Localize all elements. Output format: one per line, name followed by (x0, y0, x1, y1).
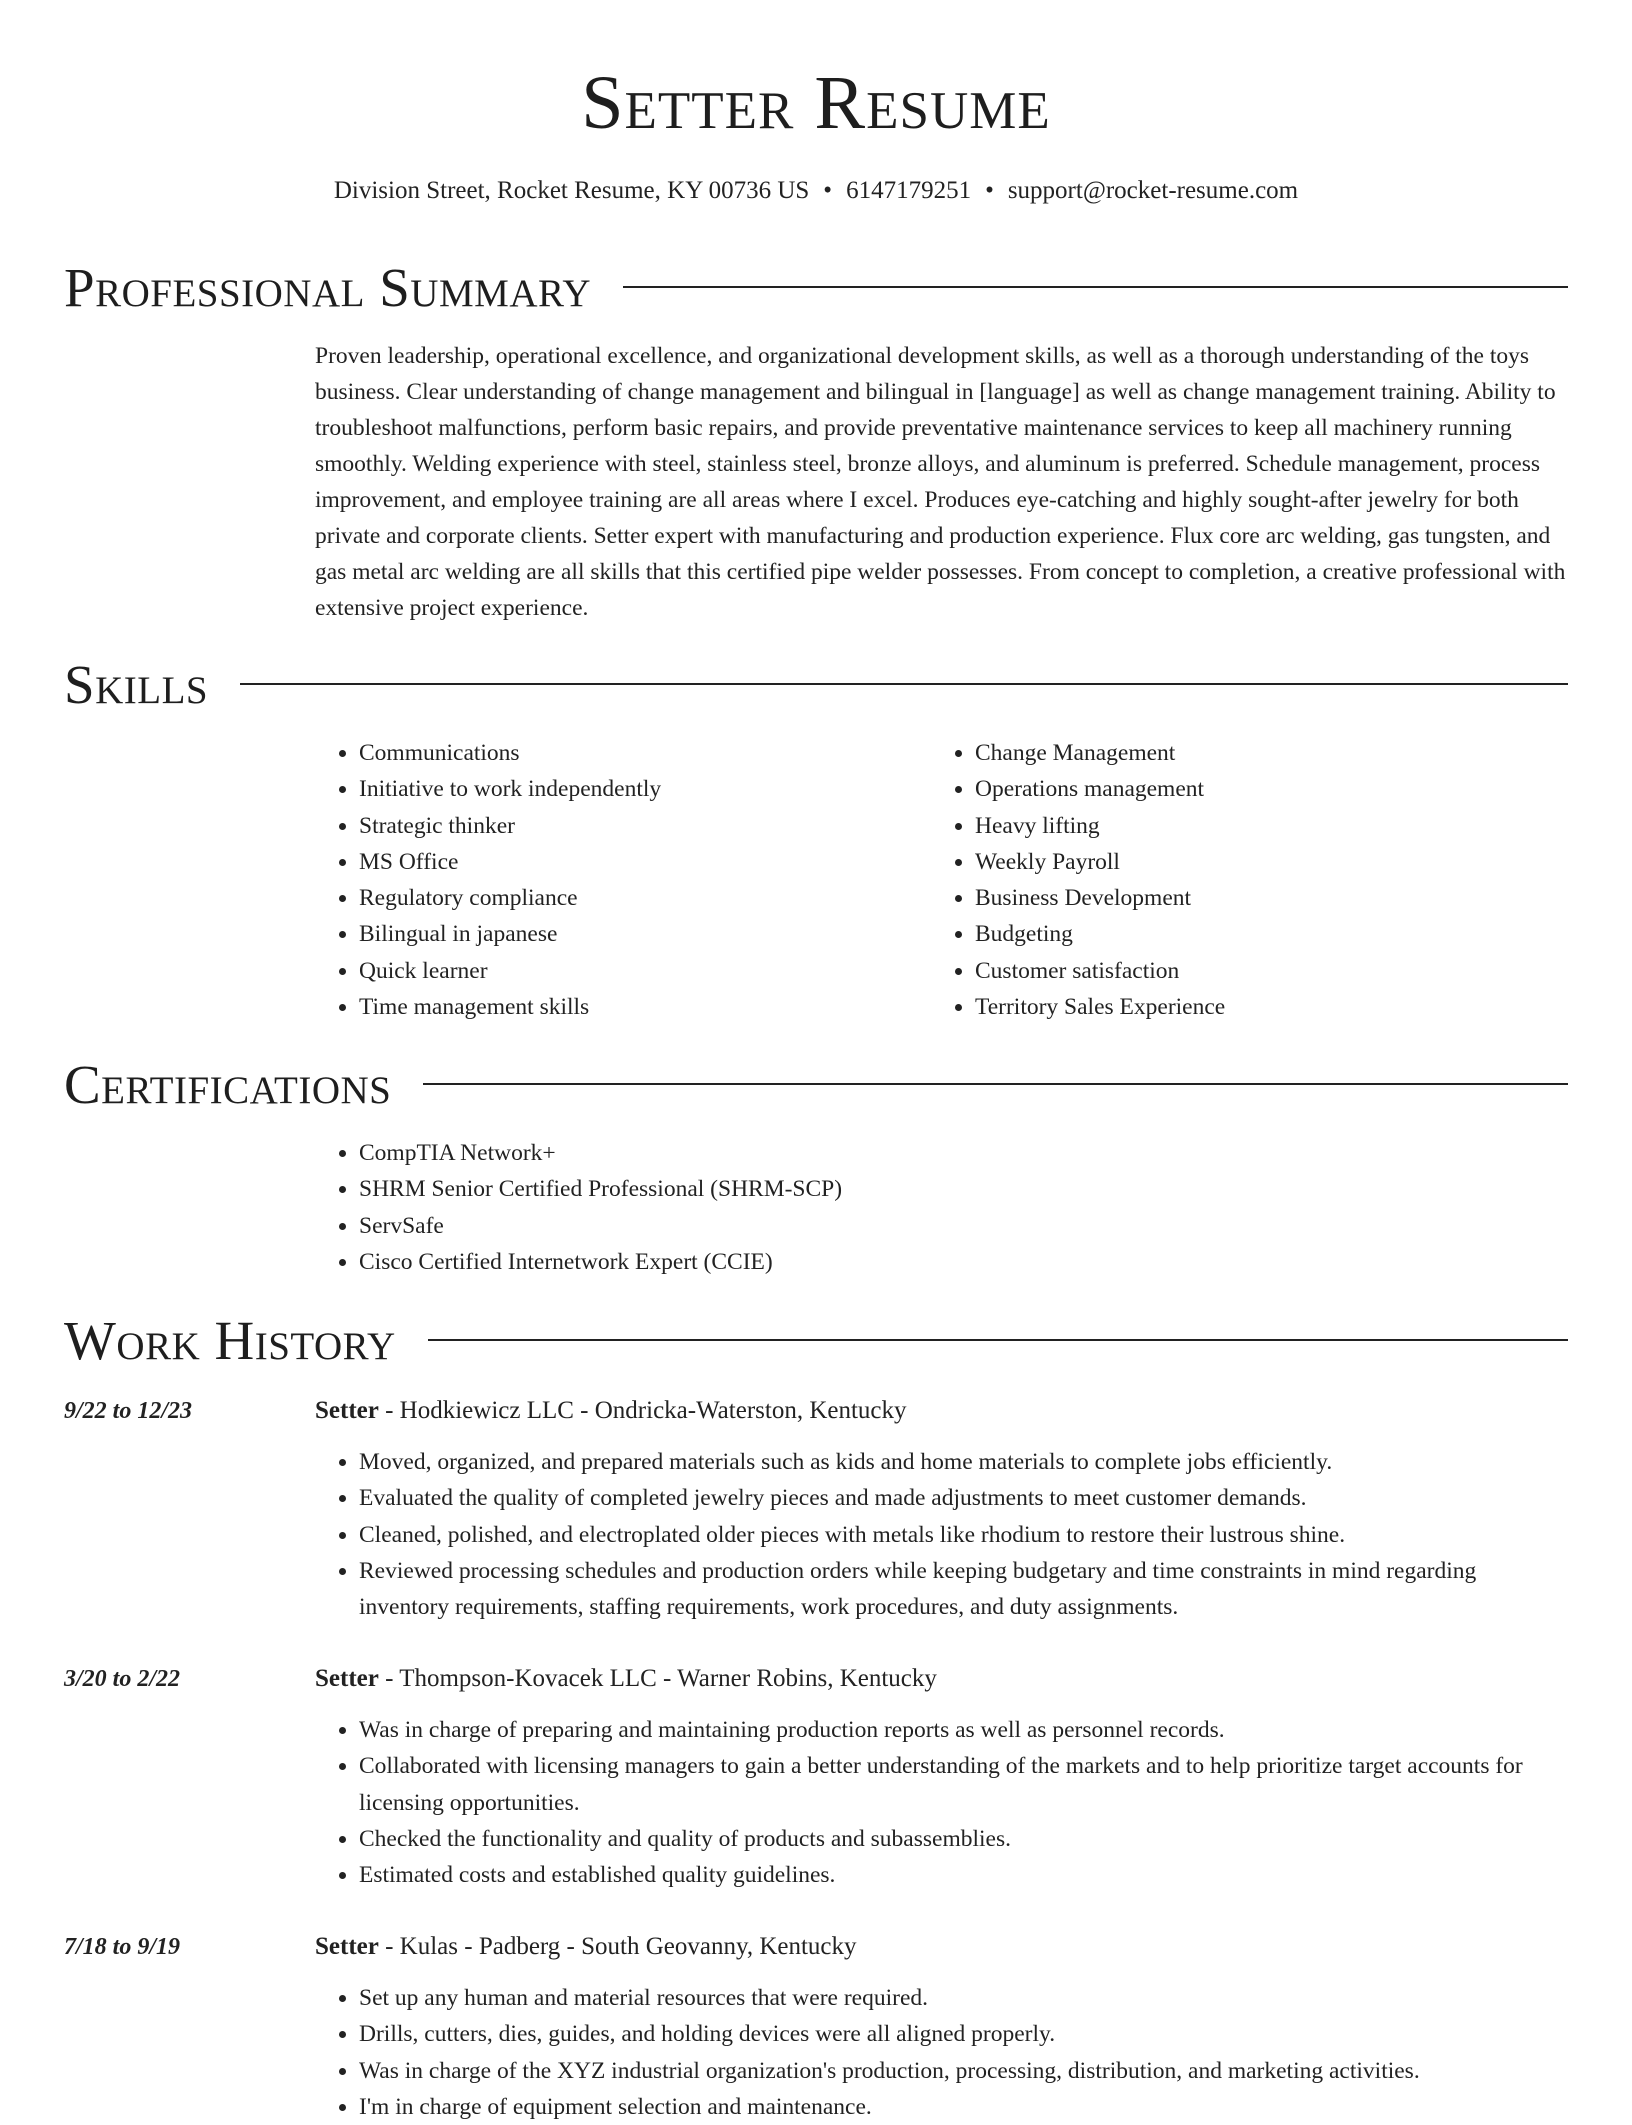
section-divider (423, 1083, 1568, 1085)
summary-text: Proven leadership, operational excellence, and organizational development skills, as well as a thorough understanding of the toys business. Clear understanding of change management and bilingual in [language] as well as change management training. Ability to troubleshoot malfunctions, perform basic repairs, and provide preventative maintenance services to keep all machinery running smoothly. Welding experience with steel, stainless steel, bronze alloys, and aluminum is preferred. Schedule management, process improvement, and employee training are all areas where I excel. Produces eye-catching and highly sought-after jewelry for both private and corporate clients. Setter expert with manufacturing and production experience. Flux core arc welding, gas tungsten, and gas metal arc welding are all skills that this certified pipe welder possesses. From concept to completion, a creative professional with extensive project experience. (315, 343, 1566, 621)
summary-section-title: Professional Summary (64, 257, 592, 318)
job-bullet: • Collaborated with licensing managers to gain a better understanding of the markets and to help prioritize target accounts for licensing opportunities. (359, 1748, 1568, 1821)
skill-item: • Operations management (975, 771, 1531, 807)
skill-item: • Territory Sales Experience (975, 989, 1531, 1025)
skills-section-title: Skills (64, 654, 209, 715)
job-bullet: • Reviewed processing schedules and production orders while keeping budgetary and time constraints in mind regarding inventory requirements, staffing requirements, work procedures, and duty assignments. (359, 1553, 1568, 1626)
skills-column-left (315, 735, 915, 1025)
skills-column-right (931, 735, 1531, 1025)
skill-item: • Bilingual in japanese (359, 916, 915, 952)
certifications-list (315, 1135, 1568, 1280)
contact-phone: 6147179251 (846, 177, 972, 204)
contact-separator: • (985, 177, 994, 204)
certifications-section-header (64, 1055, 1568, 1115)
section-divider (240, 683, 1568, 685)
job-bullet: • Evaluated the quality of completed jewelry pieces and made adjustments to meet customer demands. (359, 1480, 1568, 1516)
job-company: - Thompson-Kovacek LLC - Warner Robins, Kentucky (378, 1665, 937, 1692)
job-dates: 7/18 to 9/19 (64, 1934, 181, 1960)
skill-item: • Time management skills (359, 989, 915, 1025)
certifications-section-title: Certifications (64, 1054, 392, 1115)
job-role: Setter (315, 1933, 379, 1960)
skill-item: • MS Office (359, 844, 915, 880)
skill-item: • Regulatory compliance (359, 880, 915, 916)
section-divider (428, 1339, 1568, 1341)
certification-item: • SHRM Senior Certified Professional (SHRM-SCP) (359, 1171, 1568, 1207)
summary-section-header (64, 258, 1568, 318)
job-bullets (315, 1444, 1568, 1625)
job-bullet: • Was in charge of preparing and maintaining production reports as well as personnel records. (359, 1712, 1568, 1748)
skill-item: • Heavy lifting (975, 808, 1531, 844)
job-bullet: • Moved, organized, and prepared materials such as kids and home materials to complete jobs efficiently. (359, 1444, 1568, 1480)
contact-line (0, 176, 1632, 206)
skill-item: • Business Development (975, 880, 1531, 916)
job-bullet: • Cleaned, polished, and electroplated older pieces with metals like rhodium to restore their lustrous shine. (359, 1517, 1568, 1553)
skills-section-header (64, 655, 1568, 715)
skill-item: • Change Management (975, 735, 1531, 771)
job-bullet: • Estimated costs and established quality guidelines. (359, 1857, 1568, 1893)
job-bullet: • I'm in charge of equipment selection and maintenance. (359, 2089, 1568, 2125)
job-heading (315, 1661, 937, 1697)
section-divider (623, 286, 1568, 288)
job-role: Setter (315, 1397, 379, 1424)
job-dates: 9/22 to 12/23 (64, 1398, 193, 1424)
job-company: - Kulas - Padberg - South Geovanny, Kentucky (378, 1933, 857, 1960)
certification-item: • Cisco Certified Internetwork Expert (CCIE) (359, 1244, 1568, 1280)
work-history-section-title: Work History (64, 1310, 396, 1371)
job-bullet: • Checked the functionality and quality of products and subassemblies. (359, 1821, 1568, 1857)
job-company: - Hodkiewicz LLC - Ondricka-Waterston, Kentucky (378, 1397, 907, 1424)
job-role: Setter (315, 1665, 379, 1692)
skill-item: • Quick learner (359, 953, 915, 989)
skill-item: • Budgeting (975, 916, 1531, 952)
job-bullets (315, 1980, 1568, 2125)
work-history-section-header (64, 1311, 1568, 1371)
skill-item: • Initiative to work independently (359, 771, 915, 807)
job-bullet: • Set up any human and material resources that were required. (359, 1980, 1568, 2016)
certification-item: • ServSafe (359, 1208, 1568, 1244)
job-dates: 3/20 to 2/22 (64, 1666, 181, 1692)
skill-item: • Strategic thinker (359, 808, 915, 844)
contact-separator: • (823, 177, 833, 204)
contact-email: support@rocket-resume.com (1007, 177, 1299, 204)
contact-address: Division Street, Rocket Resume, KY 00736 US (333, 177, 810, 204)
job-bullet: • Was in charge of the XYZ industrial organization's production, processing, distribution, and marketing activities. (359, 2053, 1568, 2089)
skill-item: • Customer satisfaction (975, 953, 1531, 989)
resume-name: Setter Resume (581, 61, 1051, 145)
job-heading (315, 1393, 907, 1429)
job-bullets (315, 1712, 1568, 1893)
skill-item: • Weekly Payroll (975, 844, 1531, 880)
job-heading (315, 1929, 857, 1965)
job-bullet: • Drills, cutters, dies, guides, and holding devices were all aligned properly. (359, 2016, 1568, 2052)
skill-item: • Communications (359, 735, 915, 771)
certification-item: • CompTIA Network+ (359, 1135, 1568, 1171)
